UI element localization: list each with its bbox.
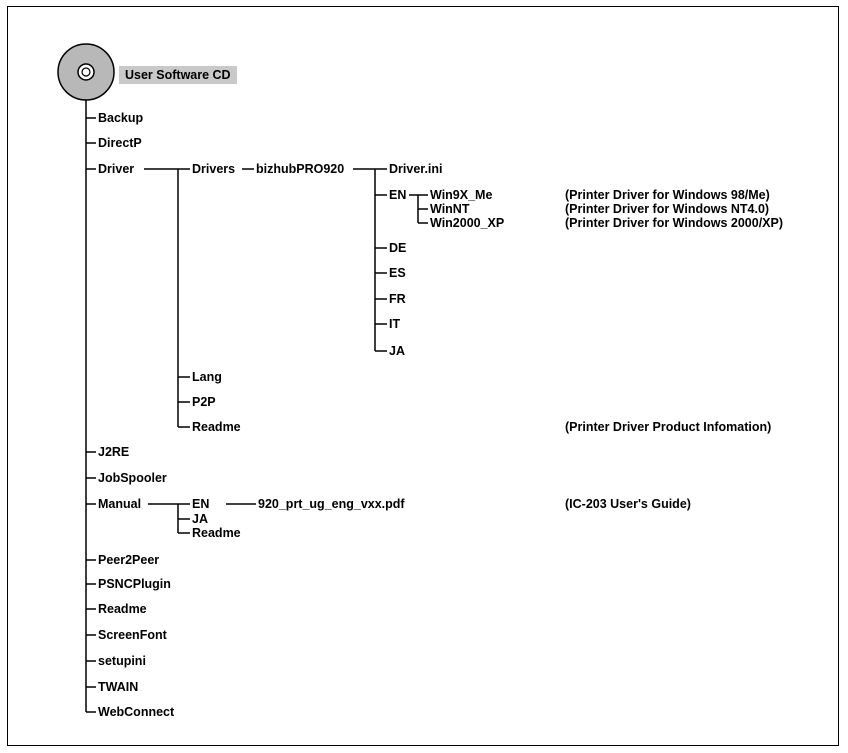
folder-driver: Driver <box>98 162 135 176</box>
folder-directp: DirectP <box>98 136 142 150</box>
folder-manual-readme: Readme <box>192 526 241 540</box>
folder-manual-ja: JA <box>192 512 208 526</box>
folder-drivers: Drivers <box>192 162 236 176</box>
folder-manual: Manual <box>98 497 142 511</box>
folder-readme: Readme <box>98 602 147 616</box>
folder-winnt: WinNT <box>430 202 470 216</box>
note-winnt: (Printer Driver for Windows NT4.0) <box>565 202 770 216</box>
folder-backup: Backup <box>98 111 144 125</box>
folder-psncplugin: PSNCPlugin <box>98 577 171 591</box>
folder-screenfont: ScreenFont <box>98 628 167 642</box>
folder-p2p: P2P <box>192 395 216 409</box>
file-manual-pdf: 920_prt_ug_eng_vxx.pdf <box>258 497 405 511</box>
folder-driver-readme: Readme <box>192 420 241 434</box>
folder-peer2peer: Peer2Peer <box>98 553 160 567</box>
folder-setupini: setupini <box>98 654 146 668</box>
folder-twain: TWAIN <box>98 680 139 694</box>
folder-j2re: J2RE <box>98 445 130 459</box>
cd-disc-icon <box>58 44 114 100</box>
folder-manual-en: EN <box>192 497 210 511</box>
folder-win2000-xp: Win2000_XP <box>430 216 505 230</box>
folder-en: EN <box>389 188 407 202</box>
note-win9x: (Printer Driver for Windows 98/Me) <box>565 188 770 202</box>
folder-fr: FR <box>389 292 406 306</box>
folder-win9x-me: Win9X_Me <box>430 188 493 202</box>
folder-es: ES <box>389 266 406 280</box>
folder-de: DE <box>389 241 407 255</box>
note-driver-readme: (Printer Driver Product Infomation) <box>565 420 772 434</box>
folder-ja: JA <box>389 344 405 358</box>
note-manual-pdf: (IC-203 User's Guide) <box>565 497 691 511</box>
folder-bizhubpro920: bizhubPRO920 <box>256 162 345 176</box>
folder-jobspooler: JobSpooler <box>98 471 167 485</box>
file-driver-ini: Driver.ini <box>389 162 443 176</box>
root-title: User Software CD <box>119 66 237 84</box>
folder-it: IT <box>389 317 401 331</box>
folder-lang: Lang <box>192 370 222 384</box>
note-win2000: (Printer Driver for Windows 2000/XP) <box>565 216 783 230</box>
folder-webconnect: WebConnect <box>98 705 175 719</box>
